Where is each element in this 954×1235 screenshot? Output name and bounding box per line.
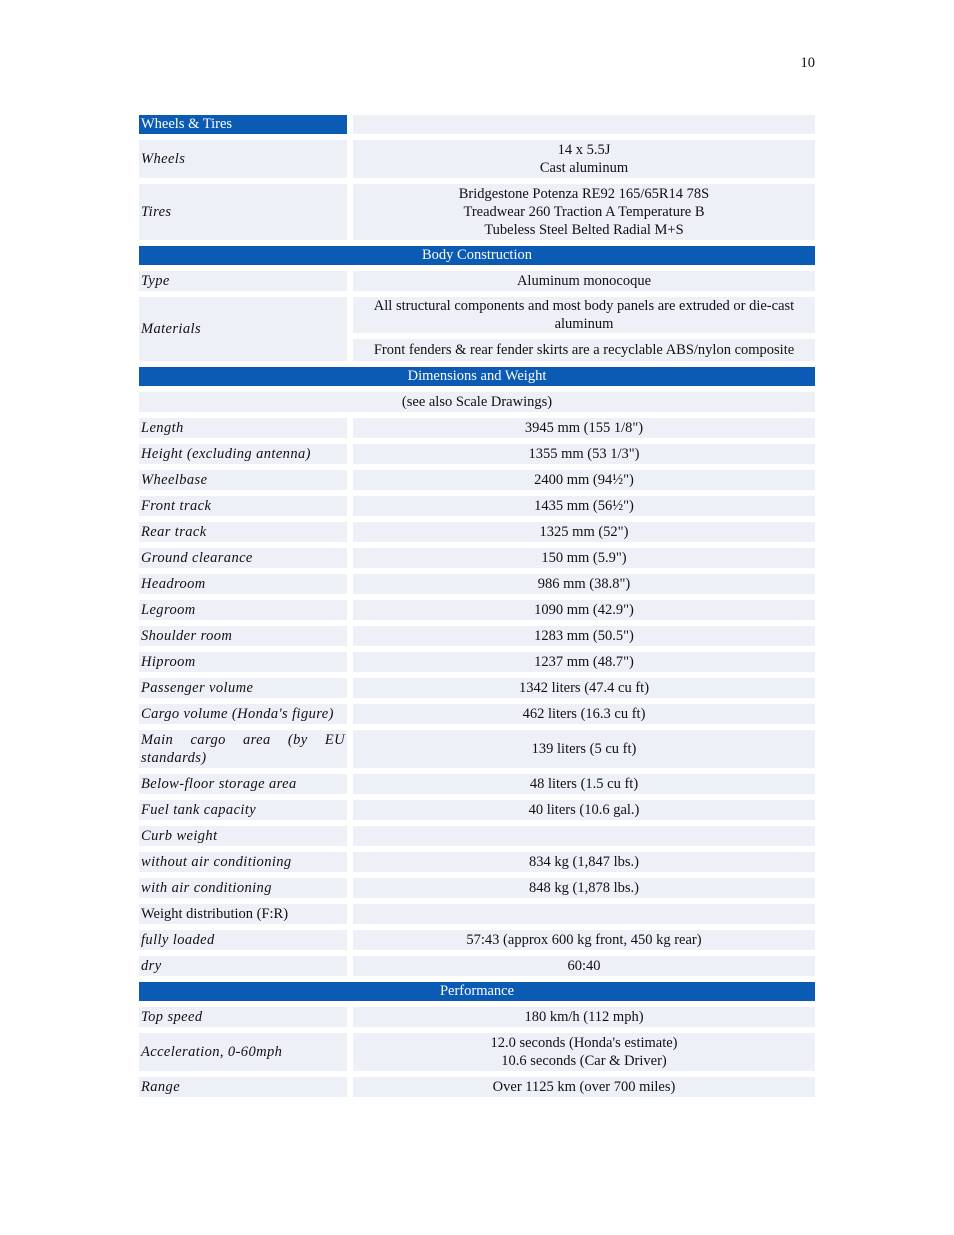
spec-value: 139 liters (5 cu ft) bbox=[353, 730, 815, 768]
section-header-body: Body Construction bbox=[139, 246, 815, 265]
spec-row bbox=[139, 418, 815, 438]
spec-row-range bbox=[139, 1077, 815, 1097]
spec-value: Front fenders & rear fender skirts are a recyclable ABS/nylon composite bbox=[353, 339, 815, 361]
section-header-dimensions: Dimensions and Weight bbox=[139, 367, 815, 386]
spec-label: Length bbox=[139, 418, 347, 438]
spec-label: Shoulder room bbox=[139, 626, 347, 646]
empty-cell bbox=[353, 115, 815, 134]
spec-row bbox=[139, 600, 815, 620]
spec-row bbox=[139, 930, 815, 950]
spec-label: dry bbox=[139, 956, 347, 976]
spec-value: 1435 mm (56½") bbox=[353, 496, 815, 516]
spec-row bbox=[139, 878, 815, 898]
spec-table bbox=[139, 115, 815, 1103]
note-row bbox=[139, 392, 815, 412]
spec-label: Top speed bbox=[139, 1007, 347, 1027]
spec-row bbox=[139, 574, 815, 594]
spec-row bbox=[139, 652, 815, 672]
spec-value: 848 kg (1,878 lbs.) bbox=[353, 878, 815, 898]
spec-label: Tires bbox=[139, 184, 347, 240]
spec-value: 1090 mm (42.9") bbox=[353, 600, 815, 620]
spec-value: 48 liters (1.5 cu ft) bbox=[353, 774, 815, 794]
spec-label: Cargo volume (Honda's figure) bbox=[139, 704, 347, 724]
spec-label: Passenger volume bbox=[139, 678, 347, 698]
spec-value: 57:43 (approx 600 kg front, 450 kg rear) bbox=[353, 930, 815, 950]
section-title: Wheels & Tires bbox=[139, 115, 347, 134]
spec-label: Materials bbox=[139, 297, 347, 361]
page-number: 10 bbox=[800, 55, 815, 71]
spec-row-tires bbox=[139, 184, 815, 240]
spec-value: 40 liters (10.6 gal.) bbox=[353, 800, 815, 820]
spec-row bbox=[139, 852, 815, 872]
spec-row bbox=[139, 444, 815, 464]
spec-value: 150 mm (5.9") bbox=[353, 548, 815, 568]
spec-row bbox=[139, 496, 815, 516]
spec-row bbox=[139, 774, 815, 794]
note: (see also Scale Drawings) bbox=[139, 392, 815, 412]
spec-value: Bridgestone Potenza RE92 165/65R14 78S Treadwear 260 Traction A Temperature B Tubeless Steel Belted Radial M+S bbox=[353, 184, 815, 240]
spec-label: Wheelbase bbox=[139, 470, 347, 490]
spec-label: Rear track bbox=[139, 522, 347, 542]
spec-label: Below-floor storage area bbox=[139, 774, 347, 794]
spec-value: 180 km/h (112 mph) bbox=[353, 1007, 815, 1027]
spec-value bbox=[353, 826, 815, 846]
spec-value: 60:40 bbox=[353, 956, 815, 976]
spec-label: Acceleration, 0-60mph bbox=[139, 1033, 347, 1071]
spec-label: Fuel tank capacity bbox=[139, 800, 347, 820]
spec-row bbox=[139, 678, 815, 698]
spec-label: Front track bbox=[139, 496, 347, 516]
spec-row-acceleration bbox=[139, 1033, 815, 1071]
spec-row bbox=[139, 956, 815, 976]
spec-row bbox=[139, 704, 815, 724]
spec-label: Wheels bbox=[139, 140, 347, 178]
spec-label: Legroom bbox=[139, 600, 347, 620]
spec-row-top-speed bbox=[139, 1007, 815, 1027]
spec-label: Height (excluding antenna) bbox=[139, 444, 347, 464]
spec-label: Type bbox=[139, 271, 347, 291]
spec-value: 1237 mm (48.7") bbox=[353, 652, 815, 672]
spec-label: Ground clearance bbox=[139, 548, 347, 568]
spec-row-type bbox=[139, 271, 815, 291]
spec-label: Hiproom bbox=[139, 652, 347, 672]
section-header-performance: Performance bbox=[139, 982, 815, 1001]
spec-label: with air conditioning bbox=[139, 878, 347, 898]
spec-value: All structural components and most body panels are extruded or die-cast aluminum bbox=[353, 297, 815, 333]
spec-value: 1355 mm (53 1/3") bbox=[353, 444, 815, 464]
spec-row-main-cargo bbox=[139, 730, 815, 768]
spec-row bbox=[139, 548, 815, 568]
spec-value: 1325 mm (52") bbox=[353, 522, 815, 542]
spec-row-materials bbox=[139, 297, 815, 361]
spec-label: Main cargo area (by EU standards) bbox=[141, 732, 345, 766]
spec-value: 462 liters (16.3 cu ft) bbox=[353, 704, 815, 724]
spec-value: 12.0 seconds (Honda's estimate) 10.6 seconds (Car & Driver) bbox=[353, 1033, 815, 1071]
spec-label: Curb weight bbox=[139, 826, 347, 846]
spec-label: fully loaded bbox=[139, 930, 347, 950]
spec-value: Over 1125 km (over 700 miles) bbox=[353, 1077, 815, 1097]
spec-value: 834 kg (1,847 lbs.) bbox=[353, 852, 815, 872]
spec-value: 14 x 5.5J Cast aluminum bbox=[353, 140, 815, 178]
spec-value: 1283 mm (50.5") bbox=[353, 626, 815, 646]
spec-row bbox=[139, 470, 815, 490]
spec-value: 1342 liters (47.4 cu ft) bbox=[353, 678, 815, 698]
spec-value: Aluminum monocoque bbox=[353, 271, 815, 291]
spec-row bbox=[139, 522, 815, 542]
spec-value: 3945 mm (155 1/8") bbox=[353, 418, 815, 438]
spec-row bbox=[139, 626, 815, 646]
spec-label: without air conditioning bbox=[139, 852, 347, 872]
spec-row bbox=[139, 800, 815, 820]
spec-value: 986 mm (38.8") bbox=[353, 574, 815, 594]
section-header-wheels-tires bbox=[139, 115, 815, 134]
spec-label: Range bbox=[139, 1077, 347, 1097]
spec-row bbox=[139, 826, 815, 846]
spec-value bbox=[353, 904, 815, 924]
spec-label: Headroom bbox=[139, 574, 347, 594]
spec-value: 2400 mm (94½") bbox=[353, 470, 815, 490]
spec-row-wheels bbox=[139, 140, 815, 178]
spec-row-weight-distribution bbox=[139, 904, 815, 924]
spec-label: Weight distribution (F:R) bbox=[139, 904, 347, 924]
